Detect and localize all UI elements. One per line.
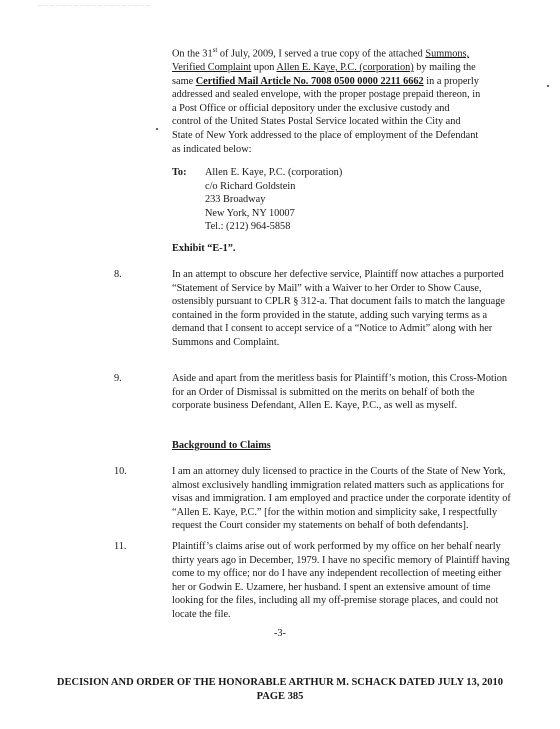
paragraph-line: come to my office; nor do I have any independent recollection of meeting either [172, 568, 502, 580]
service-paragraph [172, 44, 527, 156]
page-number: -3- [273, 628, 286, 639]
verified-complaint-text: Verified Complaint [172, 62, 252, 74]
paragraph-line: request the Court consider my statements on behalf of both defendants]. [172, 520, 469, 532]
summons-link: Summons, [425, 48, 470, 60]
paragraph-number: 8. [114, 269, 122, 280]
defendant-name-text: Allen E. Kaye, P.C. (corporation) [276, 62, 414, 74]
footer-line-1: DECISION AND ORDER OF THE HONORABLE ARTHUR M. SCHACK DATED JULY 13, 2010 [56, 677, 504, 688]
intro-line-2 [172, 61, 527, 75]
scan-header-text: — — — — — — — — — — — — — — — — — — — [38, 2, 151, 7]
scan-speck [156, 128, 158, 130]
address-line: New York, NY 10007 [205, 207, 295, 219]
paragraph-line: thirty years ago in December, 1979. I have no specific memory of Plaintiff having [172, 554, 510, 566]
paragraph-line: looking for the files, including all my off-premise storage places, and could not [172, 595, 499, 607]
paragraph-line: corporate business Defendant, Allen E. Kaye, P.C., as well as myself. [172, 400, 458, 412]
to-label: To: [172, 167, 187, 178]
paragraph-number: 9. [114, 373, 122, 384]
paragraph-line: locate the file. [172, 608, 231, 620]
intro-line-4: addressed and sealed envelope, with the proper postage prepaid thereon, in [172, 89, 481, 101]
paragraph-line: ostensibly pursuant to CPLR § 312-a. That document fails to match the language [172, 296, 505, 308]
paragraph-line: I am an attorney duly licensed to practice in the Courts of the State of New York, [172, 466, 506, 477]
intro-text: by mailing the [413, 62, 476, 74]
scan-speck [547, 85, 549, 87]
paragraph-line: contained in the form provided in the statute, adding such varying terms as a [172, 309, 488, 321]
intro-line-1 [172, 44, 527, 61]
paragraph-line: almost exclusively handling immigration related matters such as applications for [172, 479, 504, 491]
exhibit-reference: Exhibit “E-1”. [172, 243, 236, 254]
paragraph-line: “Allen E. Kaye, P.C.” [for the within motion and simplicity sake, I respectfully [172, 506, 498, 518]
intro-text: upon [251, 62, 277, 74]
address-lines [205, 166, 342, 234]
paragraph-11 [172, 540, 527, 622]
paragraph-line: for an Order of Dismissal is submitted on the merits on behalf of both the [172, 386, 475, 398]
intro-line-6: control of the United States Postal Service located within the City and [172, 116, 461, 128]
intro-text: of July, 2009, I served a true copy of the attached [217, 48, 426, 60]
paragraph-line: Summons and Complaint. [172, 336, 280, 348]
paragraph-number: 10. [114, 466, 127, 477]
intro-text: in a properly [423, 75, 479, 87]
intro-text: On the 31 [172, 48, 213, 60]
intro-line-7: State of New York addressed to the place of employment of the Defendant [172, 129, 479, 141]
paragraph-line: In an attempt to obscure her defective service, Plaintiff now attaches a purported [172, 269, 504, 280]
footer-line-2: PAGE 385 [256, 691, 304, 702]
paragraph-line: demand that I consent to accept service of a “Notice to Admit” along with her [172, 323, 493, 335]
decision-footer [0, 676, 560, 704]
address-line: Tel.: (212) 964-5858 [205, 221, 291, 233]
address-line: Allen E. Kaye, P.C. (corporation) [205, 167, 343, 178]
paragraph-8 [172, 268, 527, 350]
section-heading: Background to Claims [172, 440, 271, 451]
paragraph-line: Plaintiff’s claims arise out of work performed by my office on her behalf nearly [172, 541, 501, 552]
intro-line-8: as indicated below: [172, 143, 252, 155]
paragraph-9 [172, 372, 527, 413]
paragraph-line: Aside and apart from the meritless basis for Plaintiff’s motion, this Cross-Motion [172, 373, 507, 384]
paragraph-number: 11. [114, 541, 127, 552]
intro-text: same [172, 75, 196, 87]
paragraph-line: “Statement of Service by Mail” with a Waiver to her Order to Show Cause, [172, 282, 482, 294]
paragraph-10 [172, 465, 527, 533]
paragraph-line: visas and immigration. I am employed and practice under the corporate identity of [172, 493, 511, 505]
intro-line-5: a Post Office or official depository under the exclusive custody and [172, 102, 450, 114]
address-line: 233 Broadway [205, 194, 266, 206]
address-line: c/o Richard Goldstein [205, 180, 296, 192]
intro-line-3 [172, 75, 527, 89]
ordinal-suffix: st [212, 46, 218, 54]
paragraph-line: her or Godwin E. Uzamere, her husband. I spent an extensive amount of time [172, 581, 491, 593]
certified-mail-number: Certified Mail Article No. 7008 0500 0000 2211 6662 [195, 75, 424, 87]
